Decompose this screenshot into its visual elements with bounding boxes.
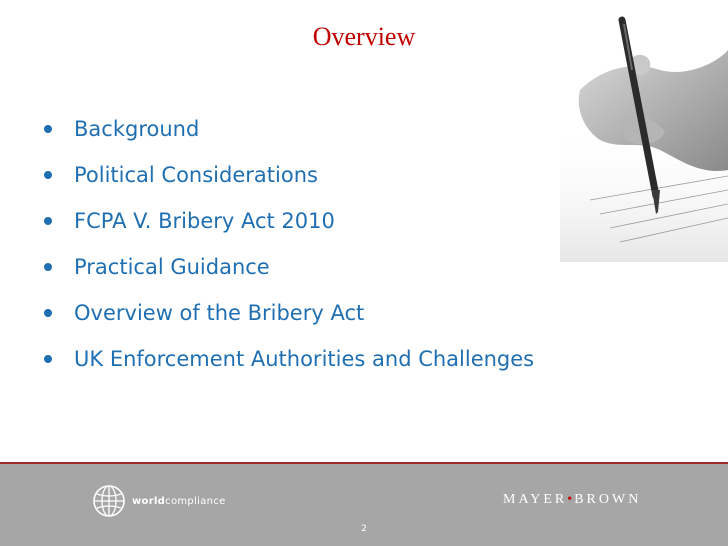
mayer-brown-logo: MAYER•BROWN (503, 492, 642, 507)
list-item (44, 296, 534, 342)
agenda-list (44, 112, 534, 388)
worldcompliance-wordmark: worldcompliance (132, 495, 226, 507)
list-item-text: Background (74, 117, 200, 141)
list-item-text: Overview of the Bribery Act (74, 301, 365, 325)
page-number: 2 (361, 524, 367, 534)
bullet-icon (44, 263, 52, 271)
slide-title: Overview (312, 22, 416, 51)
bullet-icon (44, 309, 52, 317)
bullet-icon (44, 171, 52, 179)
list-item (44, 204, 534, 250)
list-item (44, 112, 534, 158)
globe-icon (92, 484, 126, 518)
list-item (44, 250, 534, 296)
list-item-text: Political Considerations (74, 163, 318, 187)
bullet-icon (44, 355, 52, 363)
list-item-text: FCPA V. Bribery Act 2010 (74, 209, 335, 233)
list-item (44, 342, 534, 388)
list-item (44, 158, 534, 204)
pen-writing-photo (560, 0, 728, 262)
slide-footer (0, 462, 728, 546)
worldcompliance-logo (92, 484, 226, 518)
bullet-icon (44, 125, 52, 133)
list-item-text: UK Enforcement Authorities and Challenges (74, 347, 535, 371)
bullet-icon (44, 217, 52, 225)
list-item-text: Practical Guidance (74, 255, 270, 279)
